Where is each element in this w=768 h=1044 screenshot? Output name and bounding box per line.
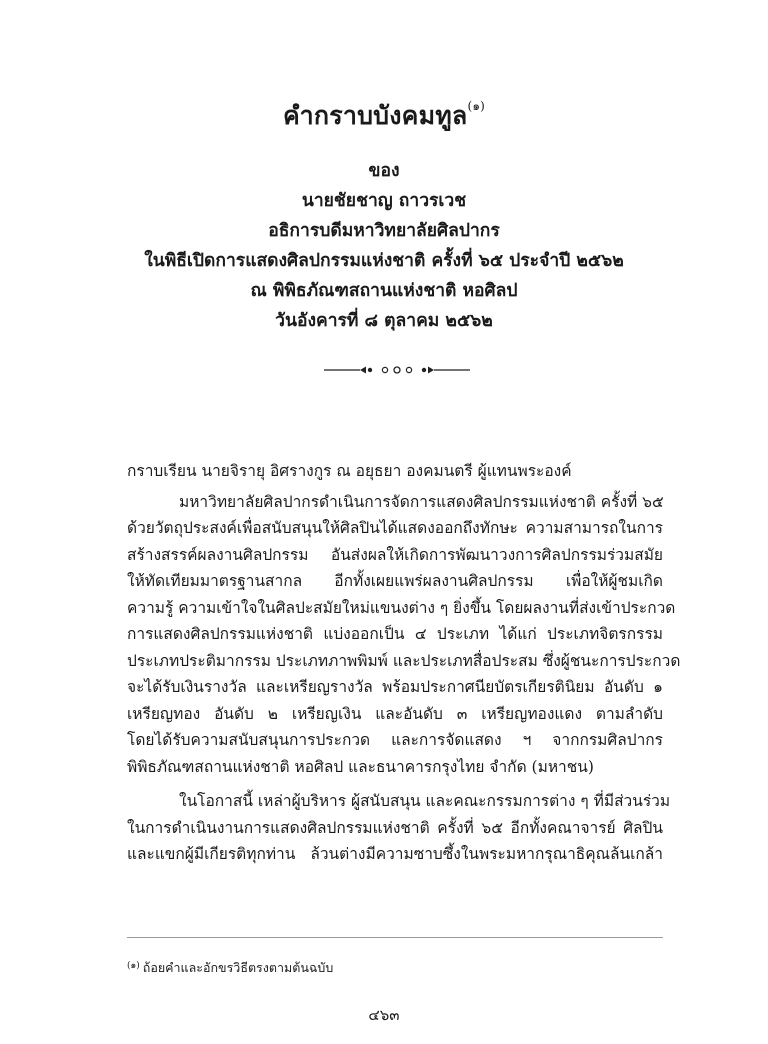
paragraph-line: จะได้รับเงินรางวัล และเหรียญรางวัล พร้อมประกาศนียบัตรเกียรตินิยม อันดับ ๑ [127, 678, 663, 696]
speech-header [0, 158, 768, 338]
paragraph-line: ให้ทัดเทียมมาตรฐานสากล อีกทั้งเผยแพร่ผลงานศิลปกรรม เพื่อให้ผู้ชมเกิด [127, 572, 663, 590]
paragraph-line: มหาวิทยาลัยศิลปากรดำเนินการจัดการแสดงศิลปกรรมแห่งชาติ ครั้งที่ ๖๕ [179, 492, 664, 511]
header-line-venue: ณ พิพิธภัณฑสถานแห่งชาติ หอศิลป [250, 281, 518, 301]
paragraph-line: ในการดำเนินงานการแสดงศิลปกรรมแห่งชาติ ครั้งที่ ๖๕ อีกทั้งคณาจารย์ ศิลปิน [127, 818, 663, 837]
paragraph-line: ด้วยวัตถุประสงค์เพื่อสนับสนุนให้ศิลปินได้แสดงออกถึงทักษะ ความสามารถในการ [127, 519, 663, 537]
paragraph-line: เหรียญทอง อันดับ ๒ เหรียญเงิน และอันดับ ๓ เหรียญทองแดง ตามลำดับ [127, 704, 663, 723]
footnote-divider [127, 937, 663, 938]
footnote [127, 958, 333, 978]
header-line-of: ของ [368, 161, 400, 181]
title-text: คำกราบบังคมทูล [282, 101, 468, 130]
header-line-position: อธิการบดีมหาวิทยาลัยศิลปากร [268, 221, 500, 241]
paragraph-line: สร้างสรรค์ผลงานศิลปกรรม อันส่งผลให้เกิดการพัฒนาวงการศิลปกรรมร่วมสมัย [127, 545, 663, 564]
title-footnote-ref: (๑) [467, 99, 486, 113]
paragraph-line: และแขกผู้มีเกียรติทุกท่าน ล้วนต่างมีความซาบซึ้งในพระมหากรุณาธิคุณล้นเกล้า [127, 845, 663, 863]
paragraph-line: พิพิธภัณฑสถานแห่งชาติ หอศิลป และธนาคารกรุงไทย จำกัด (มหาชน) [127, 757, 594, 776]
paragraph-line: การแสดงศิลปกรรมแห่งชาติ แบ่งออกเป็น ๔ ประเภท ได้แก่ ประเภทจิตรกรรม [127, 625, 663, 643]
paragraph-2 [127, 788, 671, 868]
page-number: ๔๖๓ [368, 1006, 400, 1024]
header-line-date: วันอังคารที่ ๘ ตุลาคม ๒๕๖๒ [275, 311, 493, 331]
speech-body [127, 458, 681, 868]
header-line-speaker: นายชัยชาญ ถาวรเวช [301, 191, 467, 211]
paragraph-line: ในโอกาสนี้ เหล่าผู้บริหาร ผู้สนับสนุน และคณะกรรมการต่าง ๆ ที่มีส่วนร่วม [179, 792, 671, 810]
paragraph-line: โดยได้รับความสนับสนุนการประกวด และการจัดแสดง ฯ จากกรมศิลปากร [127, 731, 663, 749]
footnote-text: ถ้อยคำและอักขรวิธีตรงตามต้นฉบับ [142, 960, 334, 975]
paragraph-line: ความรู้ ความเข้าใจในศิลปะสมัยใหม่แขนงต่าง ๆ ยิ่งขึ้น โดยผลงานที่ส่งเข้าประกวด [127, 598, 676, 617]
paragraph-1 [127, 489, 681, 781]
page-title [0, 96, 768, 136]
salutation: กราบเรียน นายจิรายุ อิศรางกูร ณ อยุธยา องคมนตรี ผู้แทนพระองค์ [127, 462, 572, 480]
footnote-mark: (๑) [127, 961, 140, 971]
header-line-event: ในพิธีเปิดการแสดงศิลปกรรมแห่งชาติ ครั้งที่ ๖๕ ประจำปี ๒๕๖๒ [144, 251, 624, 271]
paragraph-gap [127, 780, 663, 788]
decorative-divider-icon [322, 361, 472, 379]
paragraph-line: ประเภทประติมากรรม ประเภทภาพพิมพ์ และประเภทสื่อประสม ซึ่งผู้ชนะการประกวด [127, 651, 681, 670]
